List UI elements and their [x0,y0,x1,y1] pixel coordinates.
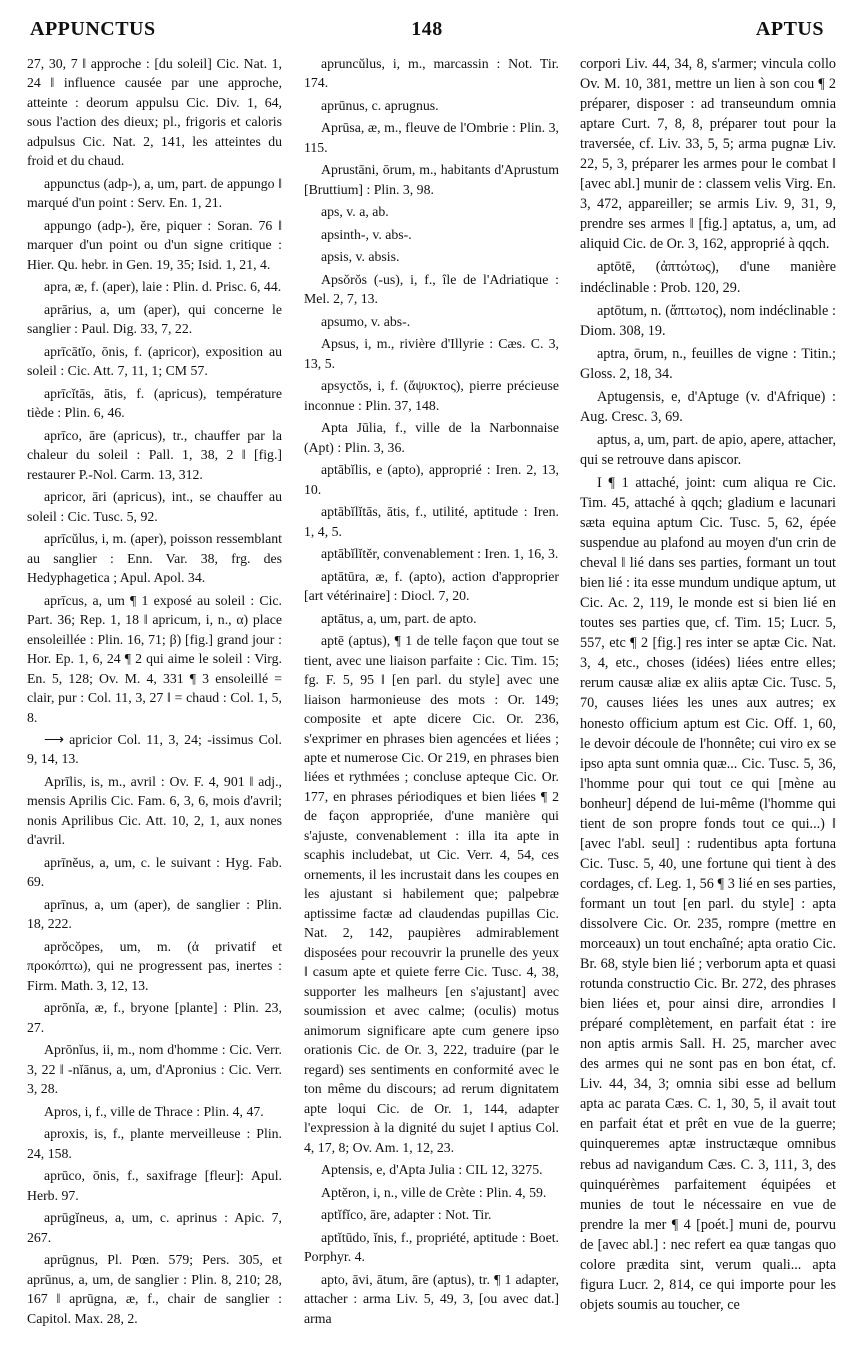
dictionary-entry: appunctus (adp-), a, um, part. de appungo ‖ marqué d'un point : Serv. En. 1, 21. [27,175,282,211]
dictionary-entry: aptra, ōrum, n., feuilles de vigne : Titin.; Gloss. 2, 18, 34. [580,345,836,382]
dictionary-entry: aprīcĭtās, ātis, f. (apricus), température tiède : Plin. 6, 46. [27,385,282,421]
dictionary-entry: Aprīlis, is, m., avril : Ov. F. 4, 901 ‖ adj., mensis Aprilis Cic. Fam. 6, 3, 6, mois d'avril; nonis Aprilibus Cic. Att. 10, 2, 1, aux nones d'avril. [27,773,282,848]
dictionary-entry: apto, āvi, ātum, āre (aptus), tr. ¶ 1 adapter, attacher : arma Liv. 5, 49, 3, [ou avec dat.] arma [304,1271,559,1326]
dictionary-entry: apricor, āri (apricus), int., se chauffer au soleil : Cic. Tusc. 5, 92. [27,489,282,524]
text-column-right [580,54,836,1350]
dictionary-entry: aptābĭlis, e (apto), approprié : Iren. 2, 13, 10. [304,462,559,497]
dictionary-entry: Aptugensis, e, d'Aptuge (v. d'Afrique) : Aug. Cresc. 3, 69. [580,388,836,425]
dictionary-entry: apra, æ, f. (aper), laie : Plin. d. Prisc. 6, 44. [44,279,282,295]
running-head-left: APPUNCTUS [30,18,156,40]
dictionary-entry: aptātūra, æ, f. (apto), action d'approprier [art vétérinaire] : Diocl. 7, 20. [304,568,559,604]
running-head-right: APTUS [755,18,824,40]
dictionary-entry: Aprūsa, æ, m., fleuve de l'Ombrie : Plin. 3, 115. [304,120,559,155]
dictionary-entry: aprīnus, a, um (aper), de sanglier : Plin. 18, 222. [27,896,282,932]
dictionary-entry: Aptensis, e, d'Apta Julia : CIL 12, 3275. [321,1162,543,1178]
dictionary-entry: apsis, v. absis. [321,249,400,265]
dictionary-entry: aptōtum, n. (ἄπτωτος), nom indéclinable : Diom. 308, 19. [580,302,836,339]
dictionary-entry: aprīcus, a, um ¶ 1 exposé au soleil : Cic. Part. 36; Rep. 1, 18 ‖ apricum, i, n., α) place ensoleillée : Plin. 16, 71; β) [fig.] grand jour : Hor. Ep. 1, 6, 24 ¶ 2 qui aime le soleil : Virg. En. 5, 128; Ov. M. 4, 331 ¶ 3 ensoleillé = clair, pur : Col. 11, 3, 27 ‖ = chaud : Col. 1, 5, 8. [27,592,282,725]
dictionary-entry: aps, v. a, ab. [321,204,389,220]
dictionary-entry: aptus, a, um, part. de apio, apere, attacher, qui se retrouve dans apiscor. [580,431,836,468]
dictionary-entry: aprūgĭneus, a, um, c. aprinus : Apic. 7, 267. [27,1210,282,1245]
dictionary-entry: aptē (aptus), ¶ 1 de telle façon que tout se tient, avec une liaison parfaite : Cic. Tim. 15; fg. F. 5, 95 ‖ [en parl. du style] avec une liaison harmonieuse des mots : Or. 149; composite et apte dicere Cic. Or. 236, s'exprimer en phrases bien agencées et liées ; apte et numerose Cic. Or 219, en phrases bien liées et rythmées ; concluse apteque Cic. Or. 177, en phrases périodiques et bien liées ¶ 2 de façon appropriée, d'une manière qui s'ajuste, convenablement : illa ita apte in scaphis includebat, ut Cic. Verr. 4, 54, ces ornements, il les incrustait dans les coupes en les ajustant si habilement que; palpebræ aptissime factæ ad claudendas pupillas Cic. Nat. 2, 142, paupières admirablement disposées pour recouvrir la prunelle des yeux ‖ casum apte et quiete ferre Cic. Tusc. 4, 38, supporter les malheurs [en s'ajustant] avec soumission et avec calme; (oculis) motus animorum significare apte cum genere ipso orationis Cic. de Or. 3, 222, traduire (par le regard) ses sentiments en conformité avec le ton même du discours; ad rerum dignitatem apte loqui Cic. de Or. 1, 144, adapter l'expression à la dignité du sujet ‖ aptius Col. 4, 17, 8; Ov. Am. 1, 12, 23. [304,633,559,1155]
dictionary-entry: aprīcŭlus, i, m. (aper), poisson ressemblant au sanglier : Enn. Var. 38, frg. des Hedyphagetica ; Apul. Apol. 34. [27,531,282,586]
dictionary-entry: apsinth-, v. abs-. [321,226,412,242]
dictionary-entry: aprārius, a, um (aper), qui concerne le sanglier : Paul. Dig. 33, 7, 22. [27,301,282,337]
dictionary-entry: ⟶ apricior Col. 11, 3, 24; -issimus Col. 9, 14, 13. [27,731,282,767]
dictionary-entry: aptābĭlĭtĕr, convenablement : Iren. 1, 16, 3. [321,546,559,562]
text-column-left [27,54,282,1350]
dictionary-entry: aprīcātĭo, ōnis, f. (apricor), exposition au soleil : Cic. Att. 7, 11, 1; CM 57. [27,343,282,379]
dictionary-entry: aptĭtūdo, ĭnis, f., propriété, aptitude : Boet. Porphyr. 4. [304,1229,559,1265]
dictionary-entry: Aptĕron, i, n., ville de Crète : Plin. 4, 59. [321,1184,547,1200]
dictionary-entry: corpori Liv. 44, 34, 8, s'armer; vincula collo Ov. M. 10, 381, mettre un lien à son cou ¶ 2 préparer, disposer : ad transeundum omnia aptare Curt. 7, 8, 8, préparer tout pour la traversée, cf. Liv. 33, 5, 5; arma pugnæ Liv. 22, 5, 3, préparer les armes pour le combat ‖ [avec abl.] munir de : classem velis Virg. En. 3, 472, appareiller; se armis Liv. 9, 31, 9, prendre ses armes ‖ [fig.] aptatus, a, um, ad aliquid Cic. de Or. 3, 162, approprié à qqch. [580,56,836,253]
dictionary-entry: Apsŏrŏs (-us), i, f., île de l'Adriatique : Mel. 2, 7, 13. [304,271,559,307]
dictionary-entry: 27, 30, 7 ‖ approche : [du soleil] Cic. Nat. 1, 24 ‖ influence causée par une approche, atteinte : deorum appulsu Cic. Div. 1, 64, sous l'action des dieux; pl., frigoris et caloris adpulsus Cic. Nat. 2, 141, les atteintes du froid et du chaud. [27,56,282,169]
dictionary-entry: Apros, i, f., ville de Thrace : Plin. 4, 47. [44,1103,264,1119]
dictionary-entry: Aprustāni, ōrum, m., habitants d'Aprustum [Bruttium] : Plin. 3, 98. [304,162,559,197]
dictionary-entry: aptātus, a, um, part. de apto. [321,610,477,626]
dictionary-entry: apsyctŏs, i, f. (ἄψυκτος), pierre précieuse inconnue : Plin. 37, 148. [304,378,559,413]
dictionary-entry: I ¶ 1 attaché, joint: cum aliqua re Cic. Tim. 45, attaché à qqch; gladium e lacunari sæta equina aptum Cic. Tusc. 5, 62, épée suspendue au plafond au moyen d'un crin de cheval ‖ lié dans ses parties, formant un tout bien lié : ita esse mundum undique aptum, ut Cic. Ac. 2, 119, le monde est si bien lié en toutes ses parties que, cf. Tim. 15; Lucr. 5, 557, etc ¶ 2 [fig.] res inter se aptæ Cic. Nat. 3, 4, etc., choses (idées) liées entre elles; rerum causæ aliæ ex aliis aptæ Cic. Tusc. 5, 70, causes liées les unes aux autres; ex honesto officium aptum est Cic. Off. 1, 60, le devoir découle de l'honnête; cui viro ex se ipso apta sunt omnia quæ... Cic. Tusc. 5, 36, l'homme pour qui tout ce qui [mène au bonheur] dépend de lui-même (l'homme qui tient de son propre fonds tout ce qui...) ‖ [avec l'abl. seul] : rudentibus apta fortuna Cic. Tusc. 5, 40, une fortune qui tient à des cordages, cf. Leg. 1, 56 ¶ 3 lié en ses parties, formant un tout [en parl. du style] : apta dissolvere Cic. Or. 235, rompre (mettre en morceaux) un tout enchaîné; apta oratio Cic. Br. 68, style bien lié ; verborum apta et quasi rotunda constructio Cic. Br. 272, des phrases bien liées et, pour ainsi dire, arrondies ‖ préparé complètement, en parfait état : ire non aptis armis Sall. H. 25, marcher avec des armes qui ne sont pas en bon état, cf. Liv. 44, 34, 3; omnia sibi esse ad bellum apta ac parata Cæs. C. 1, 30, 5, il avait tout en parfait état et prêt en vue de la guerre; quinqueremes aptæ instructæque omnibus rebus ad navigandum Cæs. C. 3, 111, 3, des quinquérèmes parfaitement équipées et munies de tout le nécessaire en vue de prendre la mer ¶ 4 [poét.] muni de, pourvu de [avec abl.] : nec refert ea quæ tangas quo colore prædita sint, verum quali... apta figura Lucr. 2, 814, ce qui importe pour les objets soumis au toucher, ce [580,474,836,1313]
page-number: 148 [411,18,443,40]
dictionary-entry: Aprōnĭus, ii, m., nom d'homme : Cic. Verr. 3, 22 ‖ -nĭānus, a, um, d'Apronius : Cic. Verr. 3, 28. [27,1042,282,1097]
dictionary-entry: aptōtē, (ἀπτώτως), d'une manière indéclinable : Prob. 120, 29. [580,259,836,296]
dictionary-entry: aptābĭlĭtās, ātis, f., utilité, aptitude : Iren. 1, 4, 5. [304,504,559,539]
dictionary-entry: aprīco, āre (apricus), tr., chauffer par la chaleur du soleil : Pall. 1, 38, 2 ‖ [fig.] restaurer P.-Nol. Carm. 13, 312. [27,427,282,482]
dictionary-entry: aprūgnus, Pl. Pœn. 579; Pers. 305, et aprūnus, a, um, de sanglier : Plin. 8, 210; 28, 167 ‖ aprūgna, æ, f., chair de sanglier : Capitol. Max. 28, 2. [27,1252,282,1326]
dictionary-entry: aprūnus, c. aprugnus. [321,97,439,113]
dictionary-entry: appungo (adp-), ĕre, piquer : Soran. 76 ‖ marquer d'un point ou d'un signe critique : Hier. Qu. hebr. in Gen. 19, 35; Isid. 1, 21, 4. [27,217,282,272]
dictionary-entry: aprīnĕus, a, um, c. le suivant : Hyg. Fab. 69. [27,854,282,890]
dictionary-entry: aprōnĭa, æ, f., bryone [plante] : Plin. 23, 27. [27,1000,282,1035]
dictionary-entry: aprŏcŏpes, um, m. (ἀ privatif et προκόπτω), qui ne progressent pas, inertes : Firm. Math. 3, 12, 13. [27,938,282,993]
dictionary-entry: Apsus, i, m., rivière d'Illyrie : Cæs. C. 3, 13, 5. [304,336,559,371]
text-column-middle [304,54,559,1350]
dictionary-entry: apsumo, v. abs-. [321,313,411,329]
dictionary-entry: apruncŭlus, i, m., marcassin : Not. Tir. 174. [304,56,559,91]
dictionary-entry: aprūco, ōnis, f., saxifrage [fleur]: Apul. Herb. 97. [27,1168,282,1203]
dictionary-entry: aproxis, is, f., plante merveilleuse : Plin. 24, 158. [27,1126,282,1161]
dictionary-entry: Apta Jūlia, f., ville de la Narbonnaise (Apt) : Plin. 3, 36. [304,420,559,455]
dictionary-entry: aptĭfĭco, āre, adapter : Not. Tir. [321,1207,492,1223]
